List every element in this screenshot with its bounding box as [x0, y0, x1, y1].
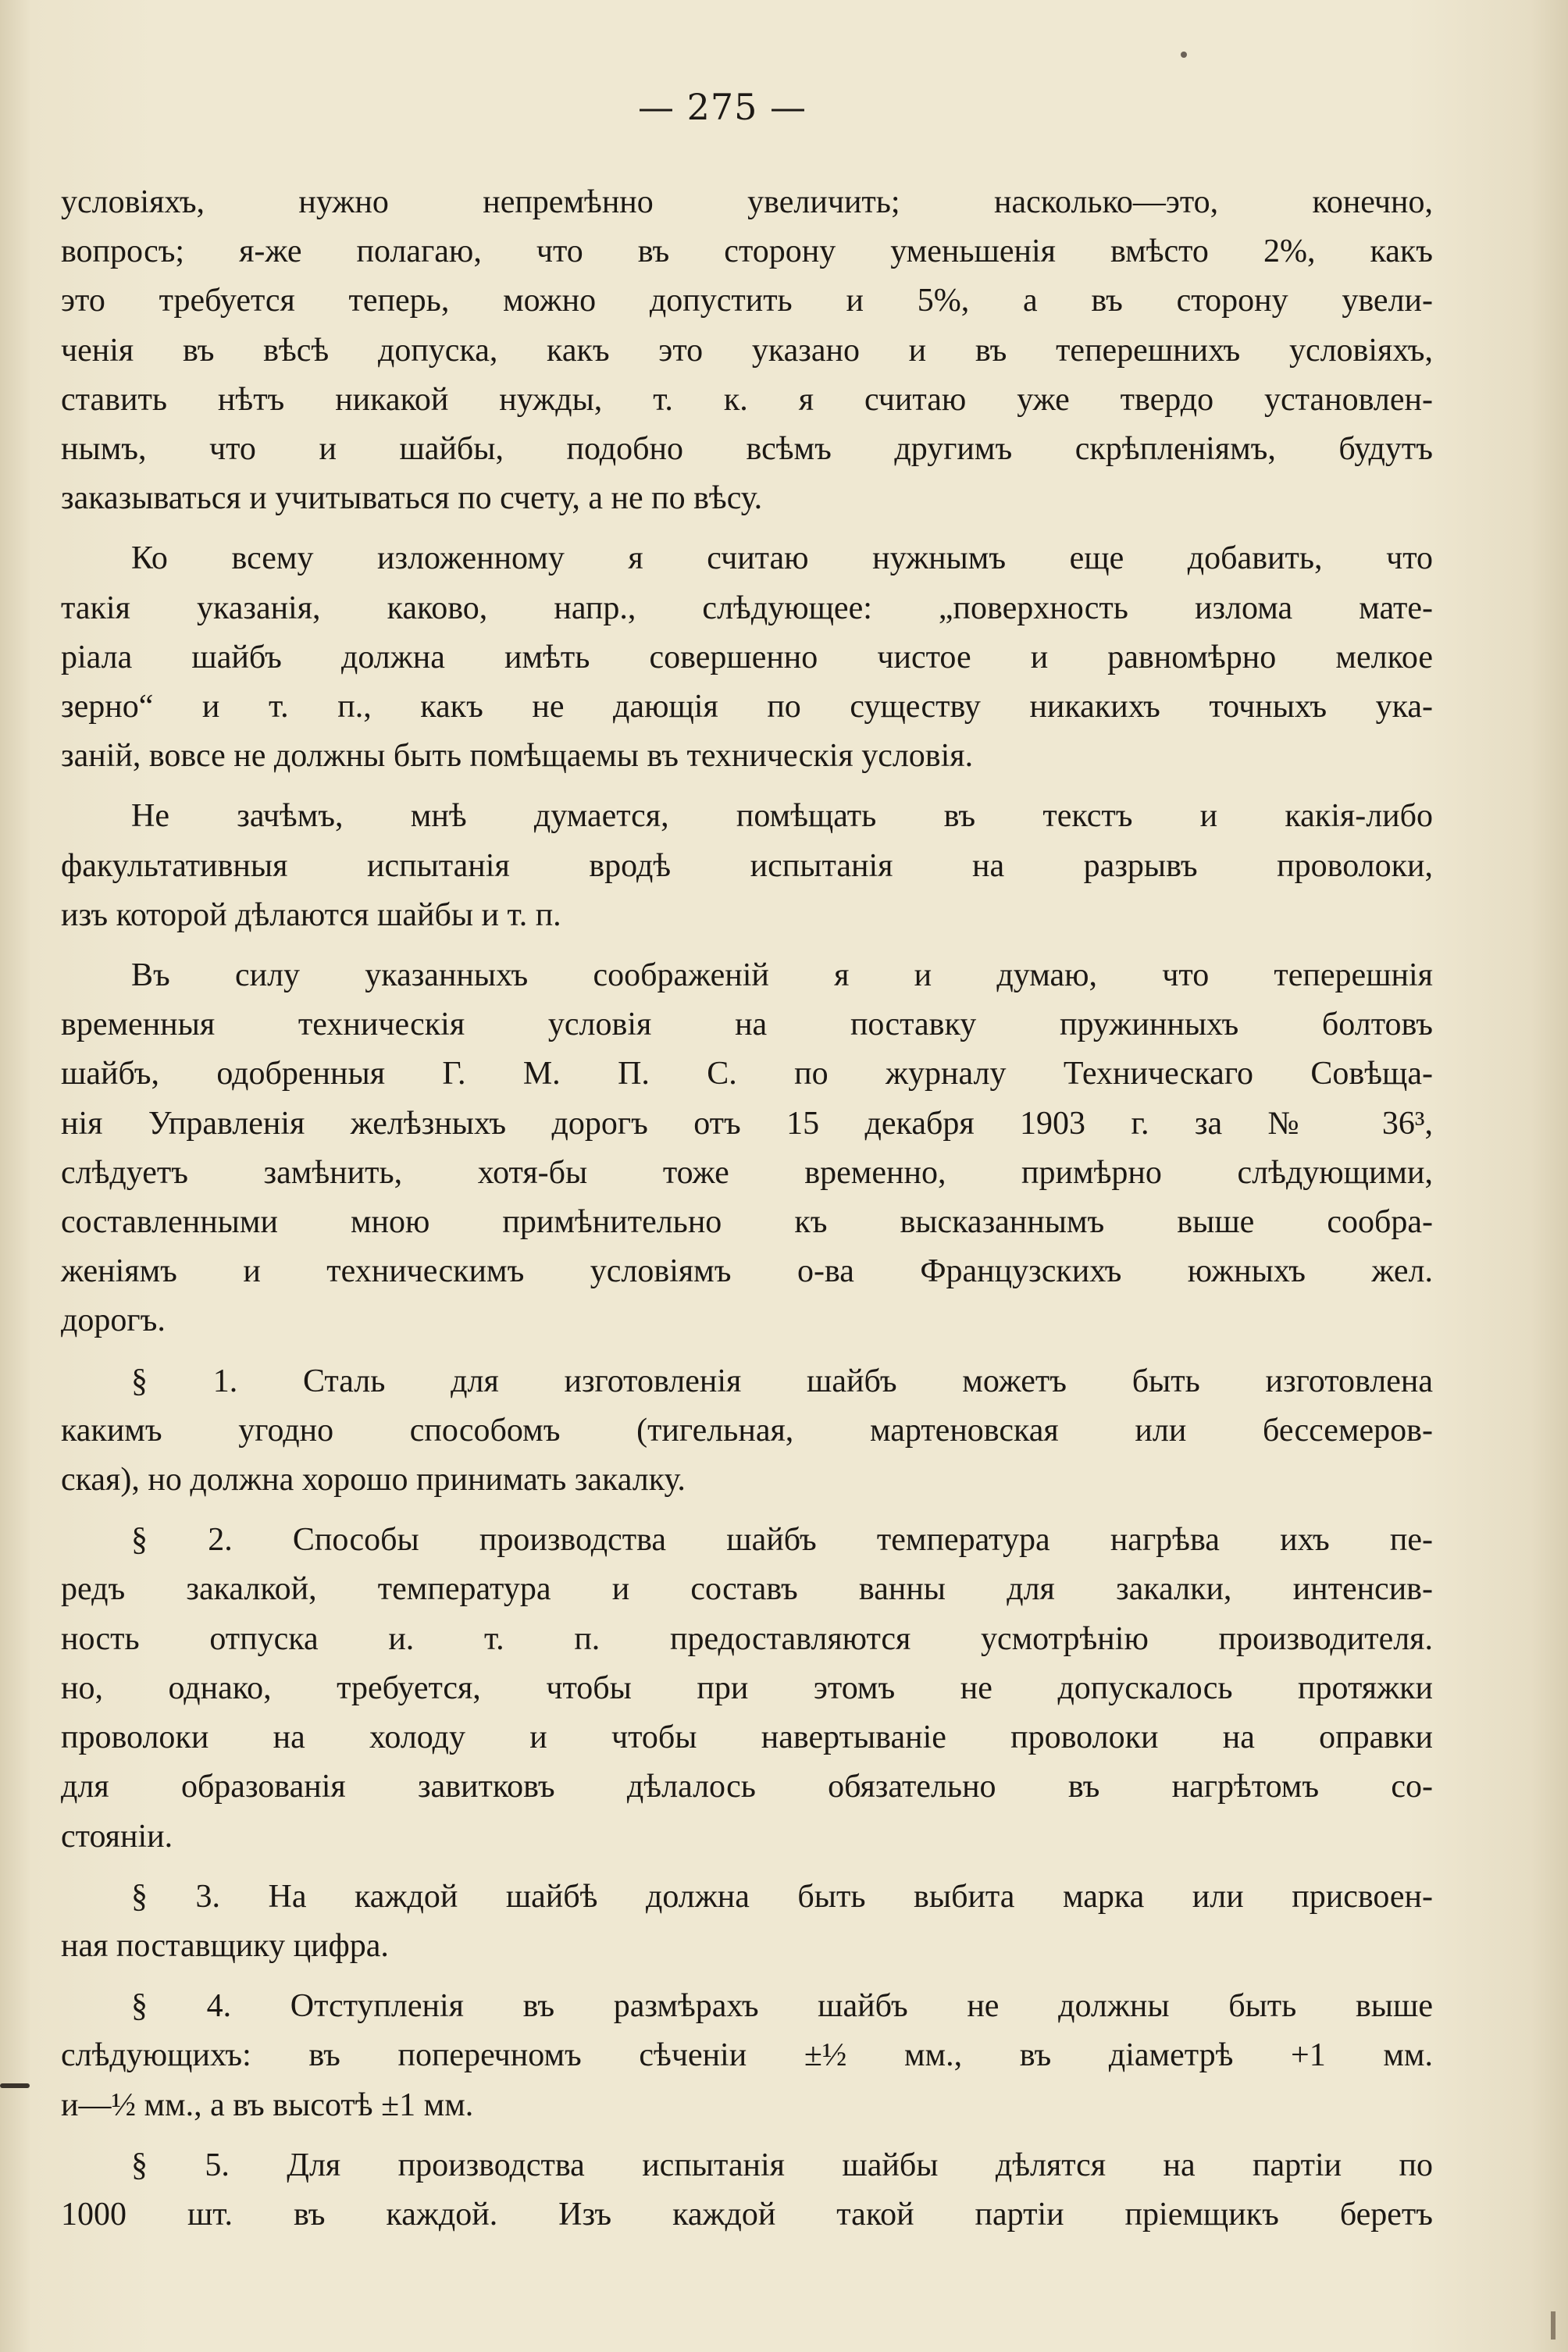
text-line: § 1. Сталь для изготовленія шайбъ можетъ быть изготовлена	[131, 1363, 1433, 1399]
body-text	[61, 178, 1433, 2250]
edge-mark	[1551, 2311, 1556, 2340]
paragraph-additions	[61, 534, 1433, 781]
text-line: изъ которой дѣлаются шайбы и т. п.	[61, 896, 561, 933]
text-line: проволоки на холоду и чтобы навертываніе проволоки на оправки	[61, 1719, 1433, 1756]
text-line: условіяхъ, нужно непремѣнно увеличить; насколько—это, конечно,	[61, 184, 1433, 220]
paragraph-continuation	[61, 178, 1433, 523]
text-line: дорогъ.	[61, 1303, 166, 1339]
section-2	[61, 1516, 1433, 1861]
section-5	[61, 2141, 1433, 2240]
text-line: шайбъ, одобренныя Г. М. П. С. по журналу Техническаго Совѣща-	[61, 1056, 1433, 1092]
text-line: нія Управленія желѣзныхъ дорогъ отъ 15 декабря 1903 г. за № 36³,	[61, 1105, 1433, 1142]
text-line: факультативныя испытанія вродѣ испытанія на разрывъ проволоки,	[61, 847, 1433, 884]
text-line: и—½ мм., а въ высотѣ ±1 мм.	[61, 2087, 474, 2123]
text-line: нымъ, что и шайбы, подобно всѣмъ другимъ скрѣпленіямъ, будутъ	[61, 431, 1433, 468]
text-line: женіямъ и техническимъ условіямъ о-ва Французскихъ южныхъ жел.	[61, 1253, 1433, 1290]
text-line: Не зачѣмъ, мнѣ думается, помѣщать въ текстъ и какія-либо	[131, 798, 1433, 835]
text-line: заній, вовсе не должны быть помѣщаемы въ техническія условія.	[61, 738, 974, 775]
text-line: для образованія завитковъ дѣлалось обязательно въ нагрѣтомъ со-	[61, 1769, 1433, 1805]
text-line: ная поставщику цифра.	[61, 1927, 389, 1964]
text-line: 1000 шт. въ каждой. Изъ каждой такой партіи пріемщикъ беретъ	[61, 2196, 1433, 2233]
text-line: такія указанія, каково, напр., слѣдующее: „поверхность излома мате-	[61, 590, 1433, 626]
text-line: § 3. На каждой шайбѣ должна быть выбита марка или присвоен-	[131, 1878, 1433, 1915]
text-line: зерно“ и т. п., какъ не дающія по существу никакихъ точныхъ ука-	[61, 689, 1433, 725]
text-line: но, однако, требуется, чтобы при этомъ не допускалось протяжки	[61, 1670, 1433, 1706]
text-line: составленными мною примѣнительно къ высказаннымъ выше сообра-	[61, 1204, 1433, 1241]
text-line: Въ силу указанныхъ соображеній я и думаю, что теперешнія	[131, 957, 1433, 994]
text-line: ченія въ вѣсѣ допуска, какъ это указано и въ теперешнихъ условіяхъ,	[61, 332, 1433, 369]
page-number: — 275 —	[637, 86, 807, 128]
text-line: § 5. Для производства испытанія шайбы дѣлятся на партіи по	[131, 2147, 1433, 2183]
binding-mark	[0, 2083, 30, 2088]
text-line: § 4. Отступленія въ размѣрахъ шайбъ не должны быть выше	[131, 1988, 1433, 2025]
text-line: ріала шайбъ должна имѣть совершенно чистое и равномѣрно мелкое	[61, 639, 1433, 675]
text-line: слѣдуетъ замѣнить, хотя-бы тоже временно, примѣрно слѣдующими,	[61, 1154, 1433, 1191]
paragraph-optional-tests	[61, 792, 1433, 940]
text-line: слѣдующихъ: въ поперечномъ сѣченіи ±½ мм., въ діаметрѣ +1 мм.	[61, 2037, 1433, 2074]
section-1	[61, 1357, 1433, 1506]
text-line: вопросъ; я-же полагаю, что въ сторону уменьшенія вмѣсто 2%, какъ	[61, 233, 1433, 270]
text-line: временныя техническія условія на поставку пружинныхъ болтовъ	[61, 1007, 1433, 1043]
text-line: это требуется теперь, можно допустить и 5%, а въ сторону увели-	[61, 283, 1433, 319]
text-line: редъ закалкой, температура и составъ ванны для закалки, интенсив-	[61, 1571, 1433, 1608]
text-line: ская), но должна хорошо принимать закалку.	[61, 1462, 686, 1499]
section-3	[61, 1873, 1433, 1971]
text-line: Ко всему изложенному я считаю нужнымъ еще добавить, что	[131, 540, 1433, 577]
text-line: ставить нѣтъ никакой нужды, т. к. я считаю уже твердо установлен-	[61, 381, 1433, 418]
section-4	[61, 1982, 1433, 2130]
ink-speck	[1181, 52, 1187, 58]
text-line: какимъ угодно способомъ (тигельная, мартеновская или бессемеров-	[61, 1412, 1433, 1449]
text-line: заказываться и учитываться по счету, а не по вѣсу.	[61, 480, 763, 517]
paragraph-proposal	[61, 951, 1433, 1346]
text-line: § 2. Способы производства шайбъ температура нагрѣва ихъ пе-	[131, 1522, 1433, 1559]
text-line: ность отпуска и. т. п. предоставляются усмотрѣнію производителя.	[61, 1620, 1433, 1657]
text-line: стояніи.	[61, 1818, 173, 1855]
